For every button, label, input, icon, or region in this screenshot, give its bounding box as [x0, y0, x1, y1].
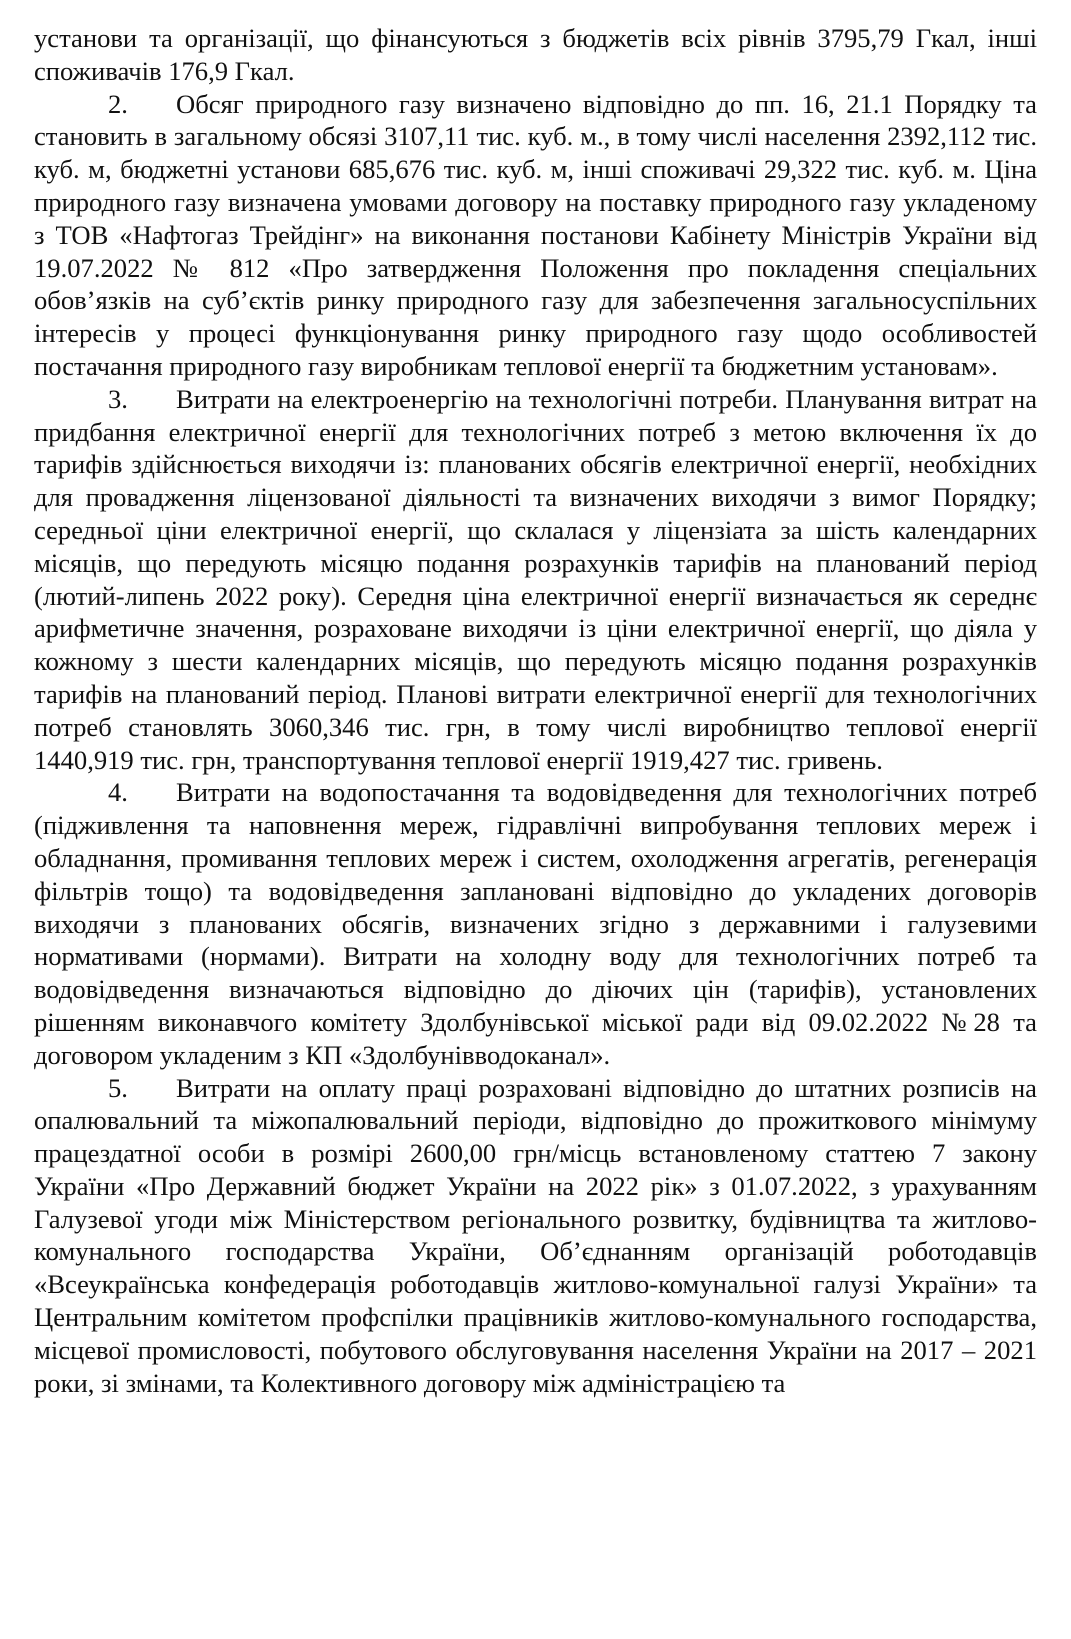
- item-number: 5.: [108, 1072, 128, 1103]
- list-item-3: [34, 383, 1037, 777]
- item-number: 3.: [108, 383, 128, 414]
- item-text: Витрати на водопостачання та водовідведення для технологічних потреб (підживлення та наповнення мереж, гідравлічні випробування теплових мереж і обладнання, промивання теплових мереж і систем, охолодження агрегатів, регенерація фільтрів тощо) та водовідведення заплановані відповідно до укладених договорів виходячи з планованих обсягів, визначених згідно з державними і галузевими нормативами (нормами). Витрати на холодну воду для технологічних потреб та водовідведення визначаються відповідно до діючих цін (тарифів), установлених рішенням виконавчого комітету Здолбунівської міської ради від 09.02.2022 №28 та договором укладеним з КП «Здолбунівводоканал».: [34, 777, 1037, 1070]
- paragraph-continuation: установи та організації, що фінансуються з бюджетів всіх рівнів 3795,79 Гкал, інші споживачів 176,9 Гкал.: [34, 23, 1037, 86]
- item-text: Обсяг природного газу визначено відповідно до пп. 16, 21.1 Порядку та становить в загальному обсязі 3107,11 тис. куб. м., в тому числі населення 2392,112 тис. куб. м, бюджетні установи 685,676 тис. куб. м, інші споживачі 29,322 тис. куб. м. Ціна природного газу визначена умовами договору на поставку природного газу укладеному з ТОВ «Нафтогаз Трейдінг» на виконання постанови Кабінету Міністрів України від 19.07.2022 № 812 «Про затвердження Положення про покладення спеціальних обов’язків на суб’єктів ринку природного газу для забезпечення загальносуспільних інтересів у процесі функціонування ринку природного газу щодо особливостей постачання природного газу виробникам теплової енергії та бюджетним установам».: [34, 88, 1037, 381]
- list-item-5: [34, 1072, 1037, 1400]
- item-number: 2.: [108, 88, 128, 119]
- document-body: [34, 22, 1037, 1399]
- item-text: Витрати на оплату праці розраховані відповідно до штатних розписів на опалювальний та міжопалювальний періоди, відповідно до прожиткового мінімуму працездатної особи в розмірі 2600,00 грн/місць встановленому статтею 7 закону України «Про Державний бюджет України на 2022 рік» з 01.07.2022, з урахуванням Галузевої угоди між Міністерством регіонального розвитку, будівництва та житлово-комунального господарства України, Об’єднанням організацій роботодавців «Всеукраїнська конфедерація роботодавців житлово-комунальної галузі України» та Центральним комітетом профспілки працівників житлово-комунального господарства, місцевої промисловості, побутового обслуговування населення України на 2017 – 2021 роки, зі змінами, та Колективного договору між адміністрацією та: [34, 1072, 1037, 1398]
- list-item-4: [34, 776, 1037, 1071]
- item-number: 4.: [108, 777, 128, 808]
- list-item-2: [34, 88, 1037, 383]
- item-text: Витрати на електроенергію на технологічні потреби. Планування витрат на придбання електричної енергії для технологічних потреб з метою включення їх до тарифів здійснюється виходячи із: планованих обсягів електричної енергії, необхідних для провадження ліцензованої діяльності та визначених виходячи з вимог Порядку; середньої ціни електричної енергії, що склалася у ліцензіата за шість календарних місяців, що передують місяцю подання розрахунків тарифів на планований період (лютий-липень 2022 року). Середня ціна електричної енергії визначається як середнє арифметичне значення, розраховане виходячи із ціни електричної енергії, що діяла у кожному з шести календарних місяців, що передують місяцю подання розрахунків тарифів на планований період. Планові витрати електричної енергії для технологічних потреб становлять 3060,346 тис. грн, в тому числі виробництво теплової енергії 1440,919 тис. грн, транспортування теплової енергії 1919,427 тис. гривень.: [34, 383, 1037, 775]
